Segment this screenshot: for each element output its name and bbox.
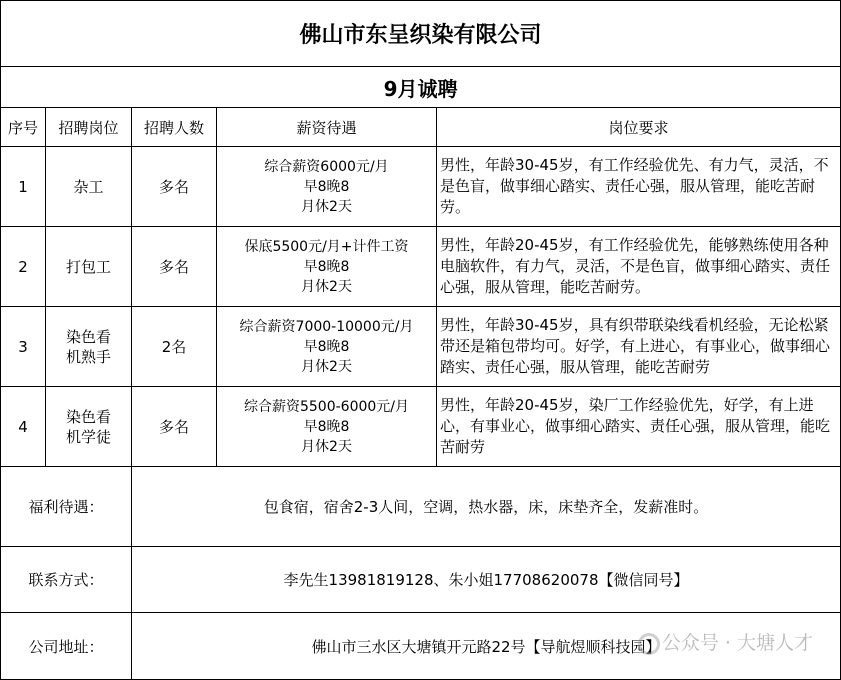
header-count: 招聘人数 (132, 108, 217, 147)
job-position: 杂工 (46, 147, 132, 227)
job-salary (217, 147, 437, 227)
job-count: 多名 (132, 387, 217, 467)
header-number: 序号 (1, 108, 46, 147)
benefits-row (1, 467, 841, 547)
contact-value: 李先生13981819128、朱小姐17708620078【微信同号】 (132, 547, 841, 613)
hours-line: 早8晚8 (303, 258, 350, 275)
salary-line: 综合薪资7000-10000元/月 (239, 318, 414, 335)
job-number: 4 (1, 387, 46, 467)
rest-line: 月休2天 (301, 358, 352, 375)
job-count: 多名 (132, 147, 217, 227)
job-requirements: 男性，年龄20-45岁，有工作经验优先，能够熟练使用各种电脑软件，有力气，灵活，不是色盲，做事细心踏实、责任心强，服从管理，能吃苦耐劳。 (437, 227, 841, 307)
job-salary (217, 387, 437, 467)
benefits-value: 包食宿，宿舍2-3人间，空调，热水器，床，床垫齐全，发薪准时。 (132, 467, 841, 547)
contact-row (1, 547, 841, 613)
job-position (46, 387, 132, 467)
address-label: 公司地址： (1, 613, 132, 680)
header-salary: 薪资待遇 (217, 108, 437, 147)
hours-line: 早8晚8 (303, 338, 350, 355)
job-requirements: 男性，年龄30-45岁，具有织带联染线看机经验，无论松紧带还是箱包带均可。好学，有上进心，有事业心，做事细心踏实、责任心强，服从管理，能吃苦耐劳 (437, 307, 841, 387)
benefits-label: 福利待遇： (1, 467, 132, 547)
job-salary (217, 307, 437, 387)
header-position: 招聘岗位 (46, 108, 132, 147)
job-requirements: 男性，年龄20-45岁，染厂工作经验优先，好学，有上进心，有事业心，做事细心踏实、责任心强，服从管理，能吃苦耐劳 (437, 387, 841, 467)
rest-line: 月休2天 (301, 438, 352, 455)
salary-line: 综合薪资6000元/月 (264, 158, 389, 175)
job-position-text: 染色看机熟手 (65, 327, 111, 366)
job-row (1, 387, 841, 467)
hours-line: 早8晚8 (303, 418, 350, 435)
rest-line: 月休2天 (301, 278, 352, 295)
header-requirements: 岗位要求 (437, 108, 841, 147)
job-number: 2 (1, 227, 46, 307)
rest-line: 月休2天 (301, 198, 352, 215)
watermark-text: 公众号 · 大塘人才 (661, 632, 813, 654)
contact-label: 联系方式： (1, 547, 132, 613)
address-value: 佛山市三水区大塘镇开元路22号【导航煜顺科技园】 (132, 613, 841, 680)
job-salary (217, 227, 437, 307)
hours-line: 早8晚8 (303, 178, 350, 195)
job-position (46, 307, 132, 387)
address-row (1, 613, 841, 680)
job-row (1, 147, 841, 227)
job-position: 打包工 (46, 227, 132, 307)
salary-line: 综合薪资5500-6000元/月 (243, 398, 410, 415)
job-requirements: 男性，年龄30-45岁，有工作经验优先、有力气，灵活，不是色盲，做事细心踏实、责任心强，服从管理，能吃苦耐劳。 (437, 147, 841, 227)
salary-line: 保底5500元/月+计件工资 (244, 238, 409, 255)
job-row (1, 307, 841, 387)
job-row (1, 227, 841, 307)
job-position-text: 染色看机学徒 (65, 407, 111, 446)
job-count: 多名 (132, 227, 217, 307)
recruitment-subtitle: 9月诚聘 (1, 67, 841, 108)
job-count: 2名 (132, 307, 217, 387)
company-title: 佛山市东呈织染有限公司 (1, 1, 841, 67)
job-number: 1 (1, 147, 46, 227)
job-number: 3 (1, 307, 46, 387)
